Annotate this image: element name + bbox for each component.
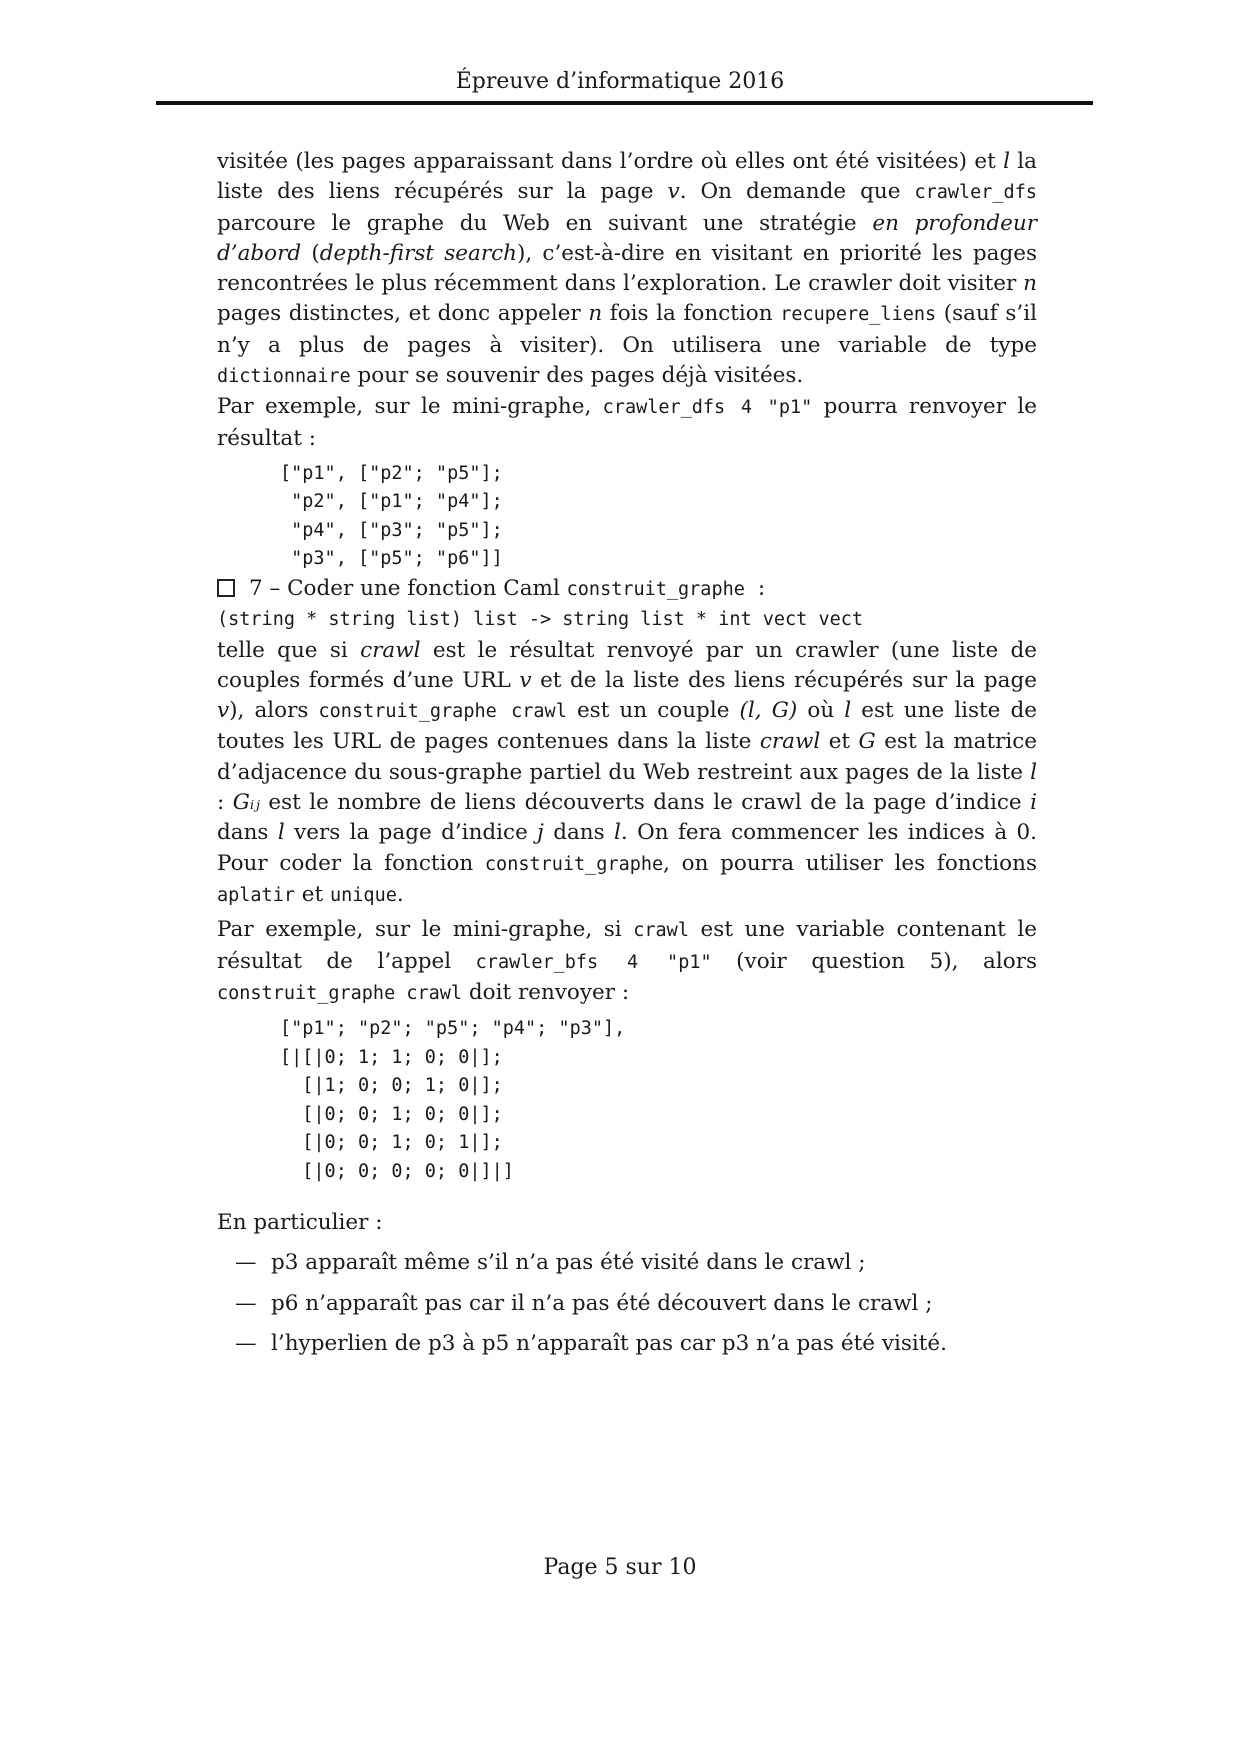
- paragraph-example-graphe: Par exemple, sur le mini-graphe, si crawl est une variable contenant le résultat de l’appel crawler_bfs 4 "p1" (voir question 5), alors construit_graphe crawl doit renvoyer :: [217, 917, 1037, 1005]
- list-item: — p6 n’apparaît pas car il n’a pas été découvert dans le crawl ;: [235, 1290, 933, 1316]
- page-header-title: Épreuve d’informatique 2016: [455, 69, 785, 94]
- list-item: — l’hyperlien de p3 à p5 n’apparaît pas car p3 n’a pas été visité.: [235, 1331, 947, 1357]
- page-content: [217, 147, 1037, 1369]
- paragraph-crawler-dfs: visitée (les pages apparaissant dans l’ordre où elles ont été visitées) et l la liste des liens récupérés sur la page v. On demande que crawler_dfs parcoure le graphe du Web en suivant une stratégie en profondeur d’abord (depth-first search), c’est-à-dire en visitant en priorité les pages rencontrées le plus récemment dans l’exploration. Le crawler doit visiter n pages distinctes, et donc appeler n fois la fonction recupere_liens (sauf s’il n’y a plus de pages à visiter). On utilisera une variable de type dictionnaire pour se souvenir des pages déjà visitées.: [217, 149, 1038, 389]
- page-footer: Page 5 sur 10: [543, 1555, 697, 1580]
- function-name: construit_graphe :: [566, 578, 768, 600]
- code-block-dfs-result: ["p1", ["p2"; "p5"]; "p2", ["p1"; "p4"]; "p4", ["p3"; "p5"]; "p3", ["p5"; "p6"]]: [280, 462, 503, 570]
- code-block-graphe-result: ["p1"; "p2"; "p5"; "p4"; "p3"], [|[|0; 1; 1; 0; 0|]; [|1; 0; 0; 1; 0|]; [|0; 0; 1; 0; 0|]; [|0; 0; 1; 0; 1|]; [|0; 0; 0; 0; 0|]|]: [280, 1018, 626, 1182]
- list-item: — p3 apparaît même s’il n’a pas été visité dans le crawl ;: [235, 1250, 866, 1276]
- code-crawler-dfs: crawler_dfs: [914, 182, 1037, 204]
- code-dictionnaire: dictionnaire: [217, 366, 351, 388]
- paragraph-question-7: telle que si crawl est le résultat renvoyé par un crawler (une liste de couples formés d’une URL v et de la liste des liens récupérés sur la page v), alors construit_graphe crawl est un couple (l, G) où l est une liste de toutes les URL de pages contenues dans la liste crawl et G est la matrice d’adjacence du sous-graphe partiel du Web restreint aux pages de la liste l : Gᵢⱼ est le nombre de liens découverts dans le crawl de la page d’indice i dans l vers la page d’indice j dans l. On fera commencer les indices à 0. Pour coder la fonction construit_graphe, on pourra utiliser les fonctions aplatir et unique.: [217, 637, 1038, 907]
- code-recupere-liens: recupere_liens: [780, 304, 937, 326]
- paragraph-example-dfs: Par exemple, sur le mini-graphe, crawler_dfs 4 "p1" pourra renvoyer le résultat :: [217, 394, 1037, 451]
- question-number: 7: [249, 575, 263, 601]
- function-signature: (string * string list) list -> string list * int vect vect: [217, 609, 864, 631]
- question-checkbox[interactable]: [217, 579, 235, 597]
- remarks-list: [235, 1248, 1037, 1359]
- question-7-heading: 7 – Coder une fonction Caml construit_graphe : (string * string list) list -> string list * int vect vect: [217, 574, 1037, 636]
- en-particulier: En particulier :: [217, 1210, 383, 1236]
- header-rule: [156, 101, 1093, 105]
